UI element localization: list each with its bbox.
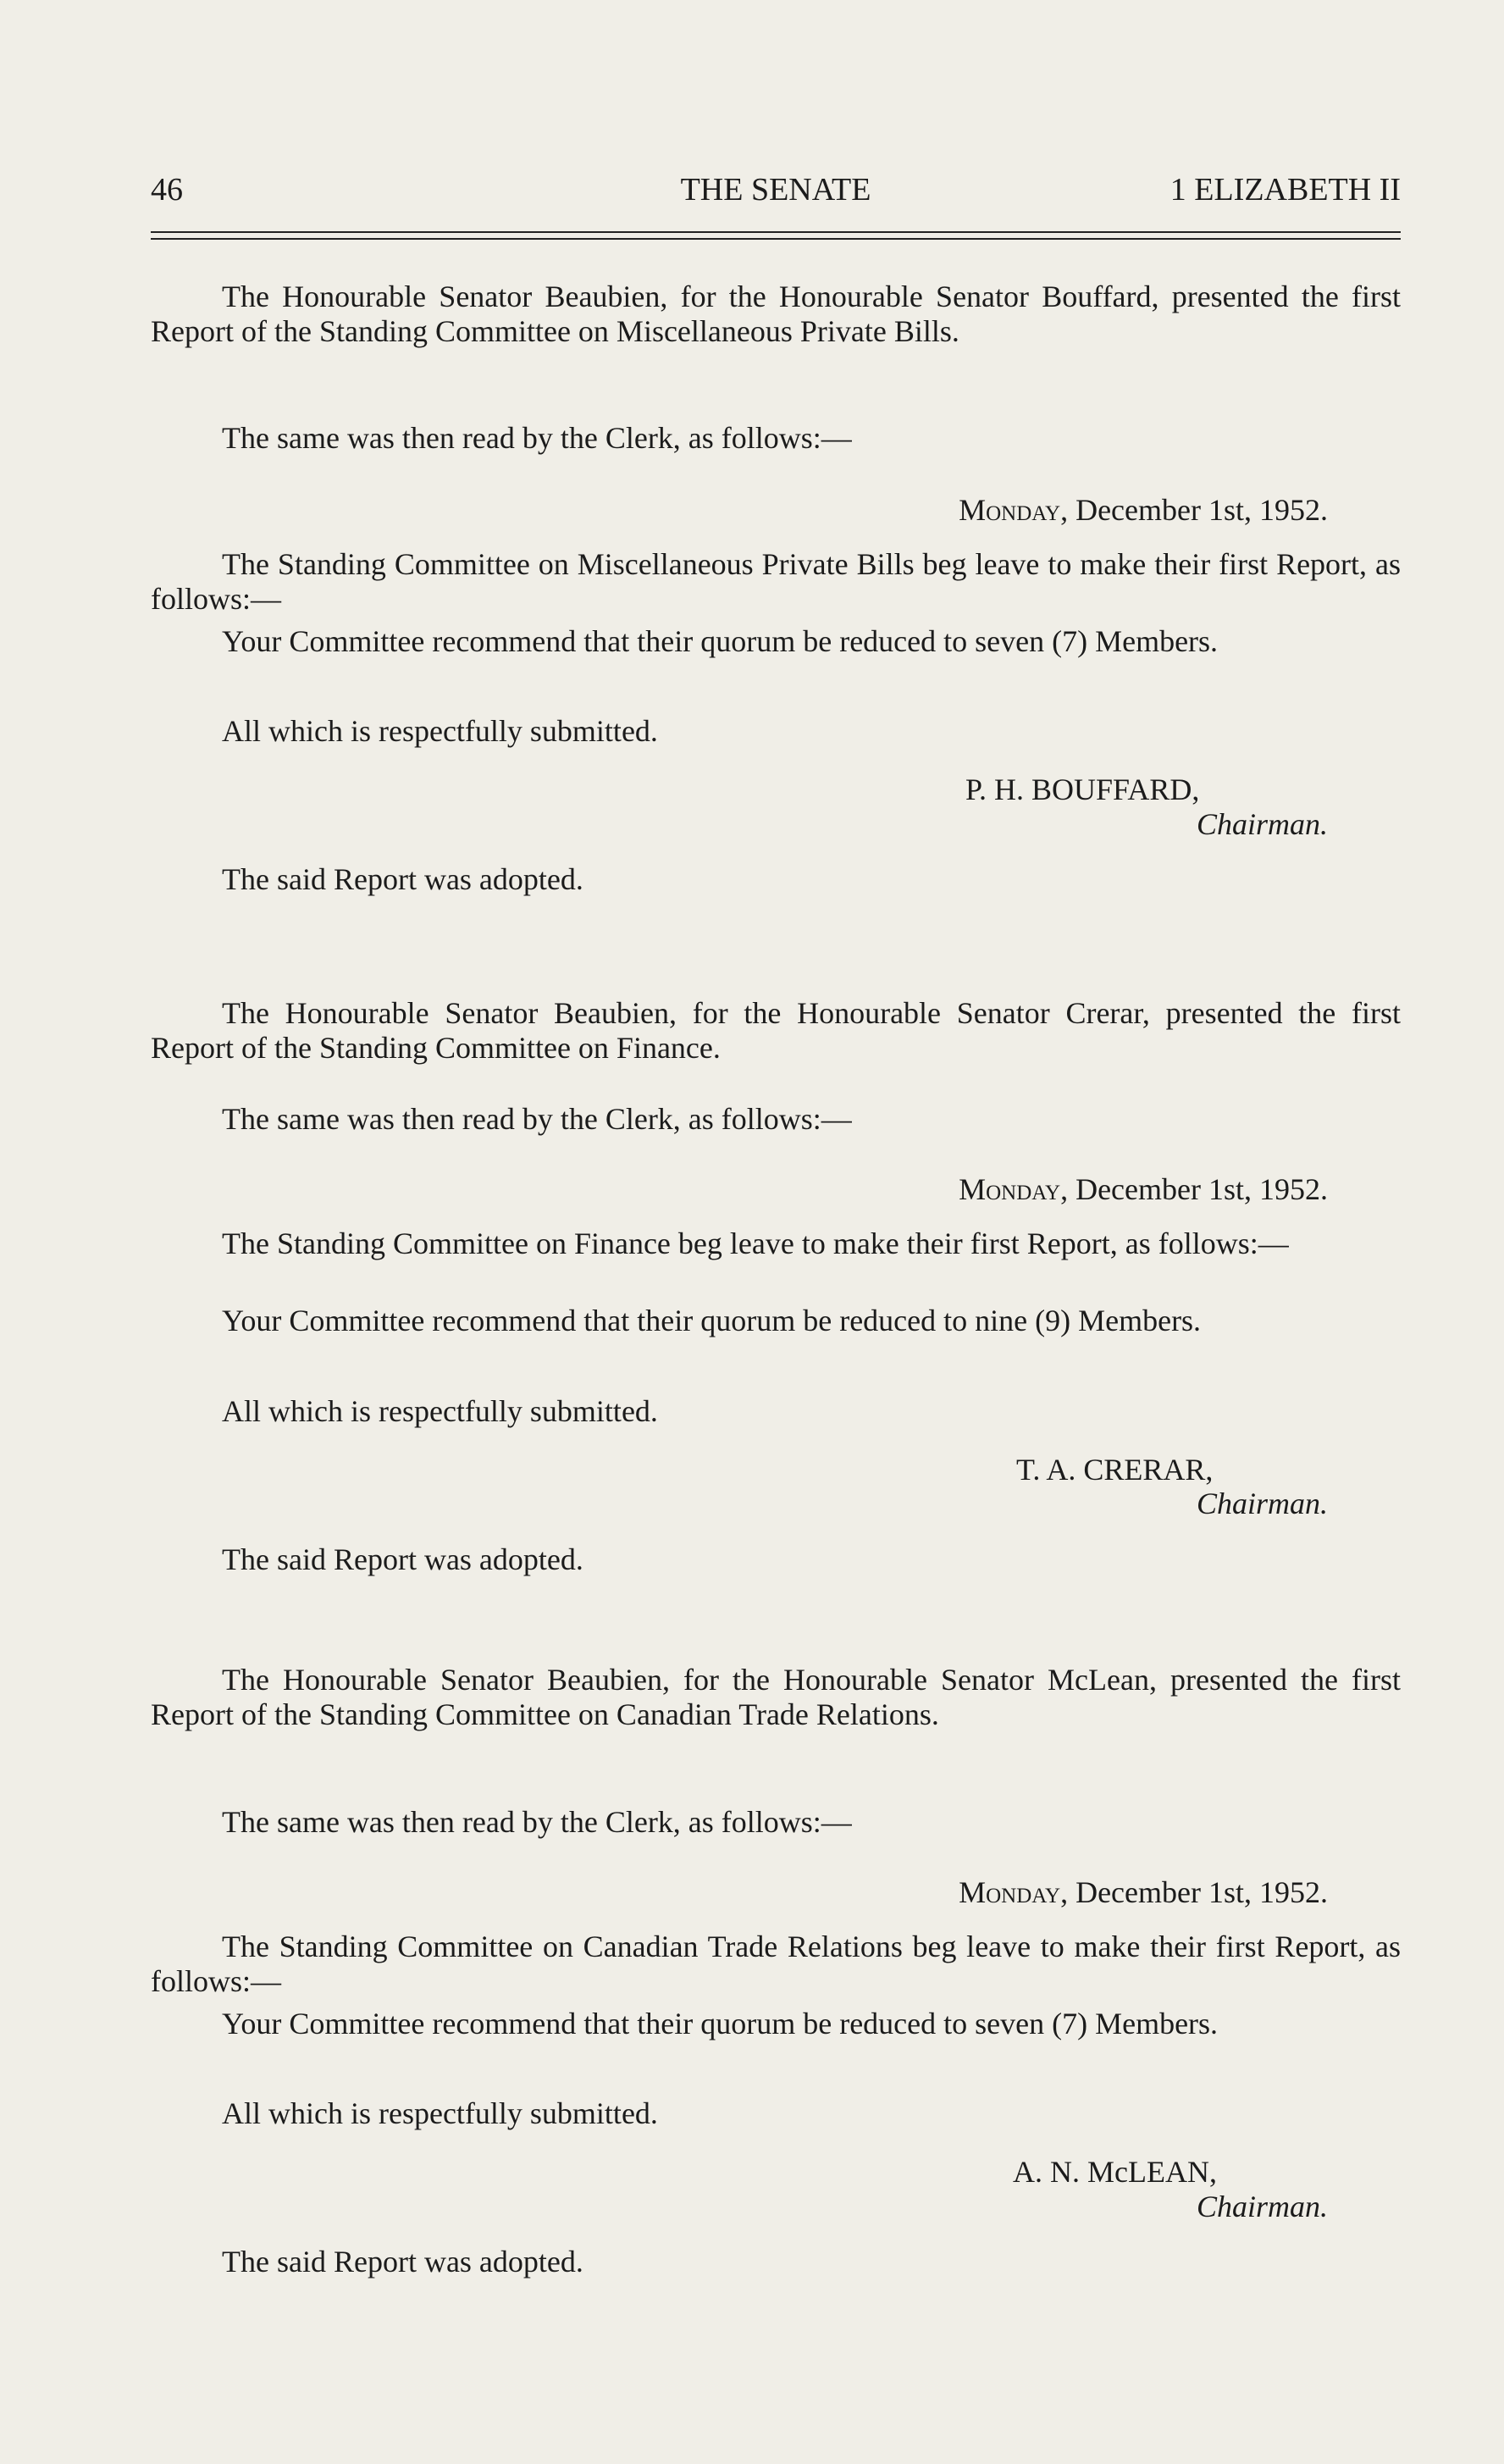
report-signatory-role: Chairman. — [1196, 1487, 1328, 1520]
report-date: Monday, December 1st, 1952. — [959, 1172, 1328, 1206]
header-rule-bottom — [151, 238, 1401, 240]
report-intro: The Honourable Senator Beaubien, for the Honourable Senator Bouffard, presented the first Report of the Standing Committee on Miscellaneous Private Bills. — [151, 280, 1401, 348]
report-body: The Standing Committee on Miscellaneous Private Bills beg leave to make their first Report, as follows:— — [151, 547, 1401, 616]
report-body: The Standing Committee on Finance beg leave to make their first Report, as follows:— — [222, 1226, 1289, 1260]
page-number: 46 — [151, 172, 183, 208]
report-intro: The Honourable Senator Beaubien, for the Honourable Senator McLean, presented the first Report of the Standing Committee on Canadian Trade Relations. — [151, 1663, 1401, 1731]
report-signatory-role: Chairman. — [1196, 2190, 1328, 2223]
report-signatory: T. A. CRERAR, — [1016, 1453, 1214, 1487]
report-submitted: All which is respectfully submitted. — [222, 2096, 658, 2130]
header-rule-top — [151, 231, 1401, 233]
report-date: Monday, December 1st, 1952. — [959, 493, 1328, 527]
report-body: The Standing Committee on Canadian Trade Relations beg leave to make their first Report, as follows:— — [151, 1930, 1401, 1998]
report-date: Monday, December 1st, 1952. — [959, 1875, 1328, 1909]
report-submitted: All which is respectfully submitted. — [222, 714, 658, 748]
report-read-line: The same was then read by the Clerk, as follows:— — [222, 421, 852, 455]
regnal-year: 1 ELIZABETH II — [1169, 172, 1401, 208]
report-signatory-role: Chairman. — [1196, 807, 1328, 841]
running-header — [151, 171, 1401, 213]
report-adopted: The said Report was adopted. — [222, 2245, 583, 2279]
report-intro: The Honourable Senator Beaubien, for the Honourable Senator Crerar, presented the first Report of the Standing Committee on Finance. — [151, 996, 1401, 1065]
report-recommendation: Your Committee recommend that their quorum be reduced to nine (9) Members. — [222, 1304, 1202, 1337]
report-adopted: The said Report was adopted. — [222, 1542, 583, 1576]
report-submitted: All which is respectfully submitted. — [222, 1394, 658, 1428]
report-signatory: P. H. BOUFFARD, — [965, 772, 1200, 806]
page-title: THE SENATE — [680, 172, 871, 208]
report-signatory: A. N. McLEAN, — [1013, 2155, 1217, 2189]
report-read-line: The same was then read by the Clerk, as follows:— — [222, 1102, 852, 1136]
report-recommendation: Your Committee recommend that their quorum be reduced to seven (7) Members. — [222, 624, 1219, 658]
report-adopted: The said Report was adopted. — [222, 862, 583, 896]
report-recommendation: Your Committee recommend that their quorum be reduced to seven (7) Members. — [222, 2007, 1219, 2040]
report-read-line: The same was then read by the Clerk, as follows:— — [222, 1805, 852, 1839]
